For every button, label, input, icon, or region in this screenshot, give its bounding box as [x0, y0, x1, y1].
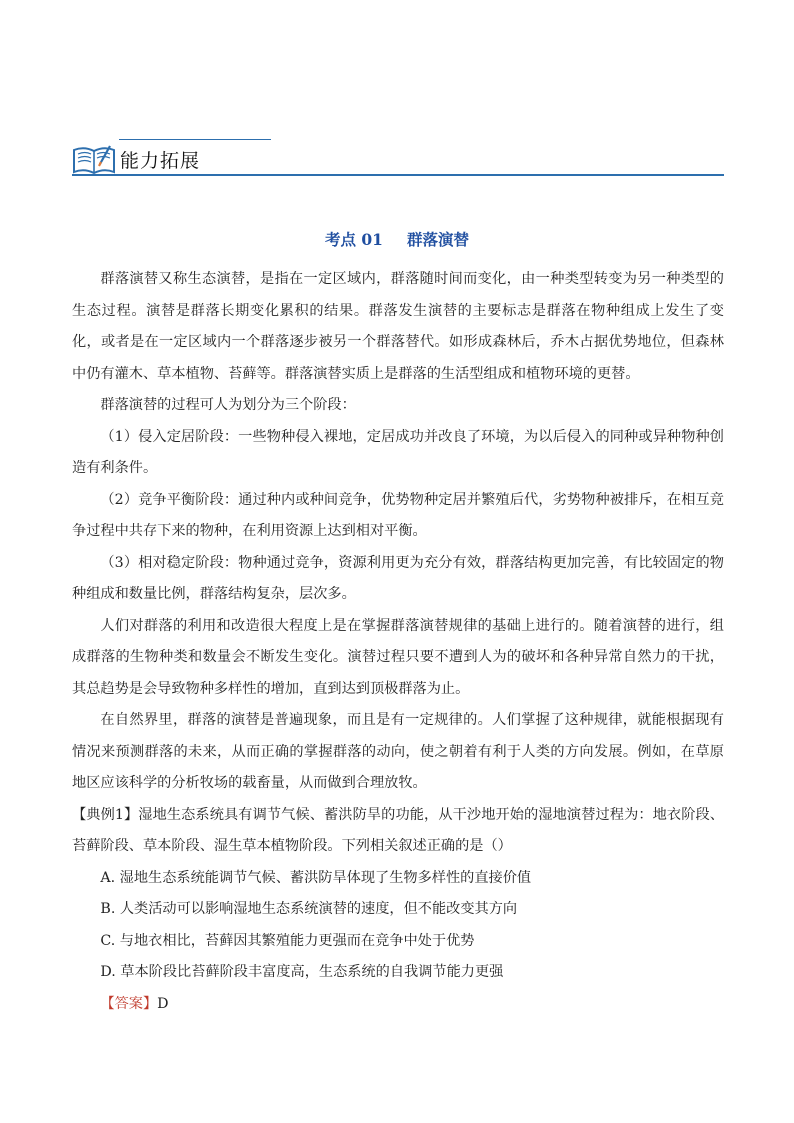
answer-tag: 【答案】 [100, 995, 158, 1012]
section-title: 能力拓展 [120, 150, 201, 172]
answer-value: D [157, 995, 169, 1012]
example-tag: 【典例1】 [72, 806, 139, 823]
content-body [72, 264, 724, 1020]
example-question [72, 800, 724, 863]
topic-label: 考点 01 [325, 230, 383, 249]
paragraph-stages-intro: 群落演替的过程可人为划分为三个阶段： [100, 397, 356, 413]
header-bottom-rule [72, 174, 724, 176]
header-top-rule [119, 139, 271, 140]
answer-line [72, 989, 724, 1021]
option-a: A. 湿地生态系统能调节气候、蓄洪防旱体现了生物多样性的直接价值 [100, 869, 532, 886]
paragraph-definition: 群落演替又称生态演替，是指在一定区域内，群落随时间而变化，由一种类型转变为另一种类型的生态过程。演替是群落长期变化累积的结果。群落发生演替的主要标志是群落在物种组成上发生了变化，或者是在一定区域内一个群落逐步被另一个群落替代。如形成森林后，乔木占据优势地位，但森林中仍有灌木、草本植物、苔藓等。群落演替实质上是群落的生活型组成和植物环境的更替。 [72, 271, 724, 382]
option-d: D. 草本阶段比苔藓阶段丰富度高，生态系统的自我调节能力更强 [100, 964, 504, 980]
open-book-icon [72, 142, 116, 176]
stage-3: （3）相对稳定阶段：物种通过竞争，资源利用更为充分有效，群落结构更加完善，有比较固定的物种组成和数量比例，群落结构复杂，层次多。 [72, 554, 724, 602]
option-b: B. 人类活动可以影响湿地生态系统演替的速度，但不能改变其方向 [100, 901, 518, 917]
stage-1: （1）侵入定居阶段：一些物种侵入裸地，定居成功并改良了环境，为以后侵入的同种或异种物种创造有利条件。 [72, 428, 724, 476]
section-header [72, 136, 724, 180]
example-stem: 湿地生态系统具有调节气候、蓄洪防旱的功能，从干沙地开始的湿地演替过程为：地衣阶段、苔藓阶段、草本阶段、湿生草本植物阶段。下列相关叙述正确的是（） [72, 806, 724, 854]
topic-title: 群落演替 [406, 230, 469, 249]
paragraph-utilization: 人们对群落的利用和改造很大程度上是在掌握群落演替规律的基础上进行的。随着演替的进行，组成群落的生物种类和数量会不断发生变化。演替过程只要不遭到人为的破坏和各种异常自然力的干扰，其总趋势是会导致物种多样性的增加，直到达到顶极群落为止。 [72, 617, 724, 697]
option-c: C. 与地衣相比，苔藓因其繁殖能力更强而在竞争中处于优势 [100, 932, 475, 949]
topic-heading [0, 228, 794, 250]
stage-2: （2）竞争平衡阶段：通过种内或种间竞争，优势物种定居并繁殖后代，劣势物种被排斥，在相互竞争过程中共存下来的物种，在利用资源上达到相对平衡。 [72, 491, 724, 539]
paragraph-nature: 在自然界里，群落的演替是普遍现象，而且是有一定规律的。人们掌握了这种规律，就能根据现有情况来预测群落的未来，从而正确的掌握群落的动向，使之朝着有利于人类的方向发展。例如，在草原地区应该科学的分析牧场的载畜量，从而做到合理放牧。 [72, 712, 724, 791]
